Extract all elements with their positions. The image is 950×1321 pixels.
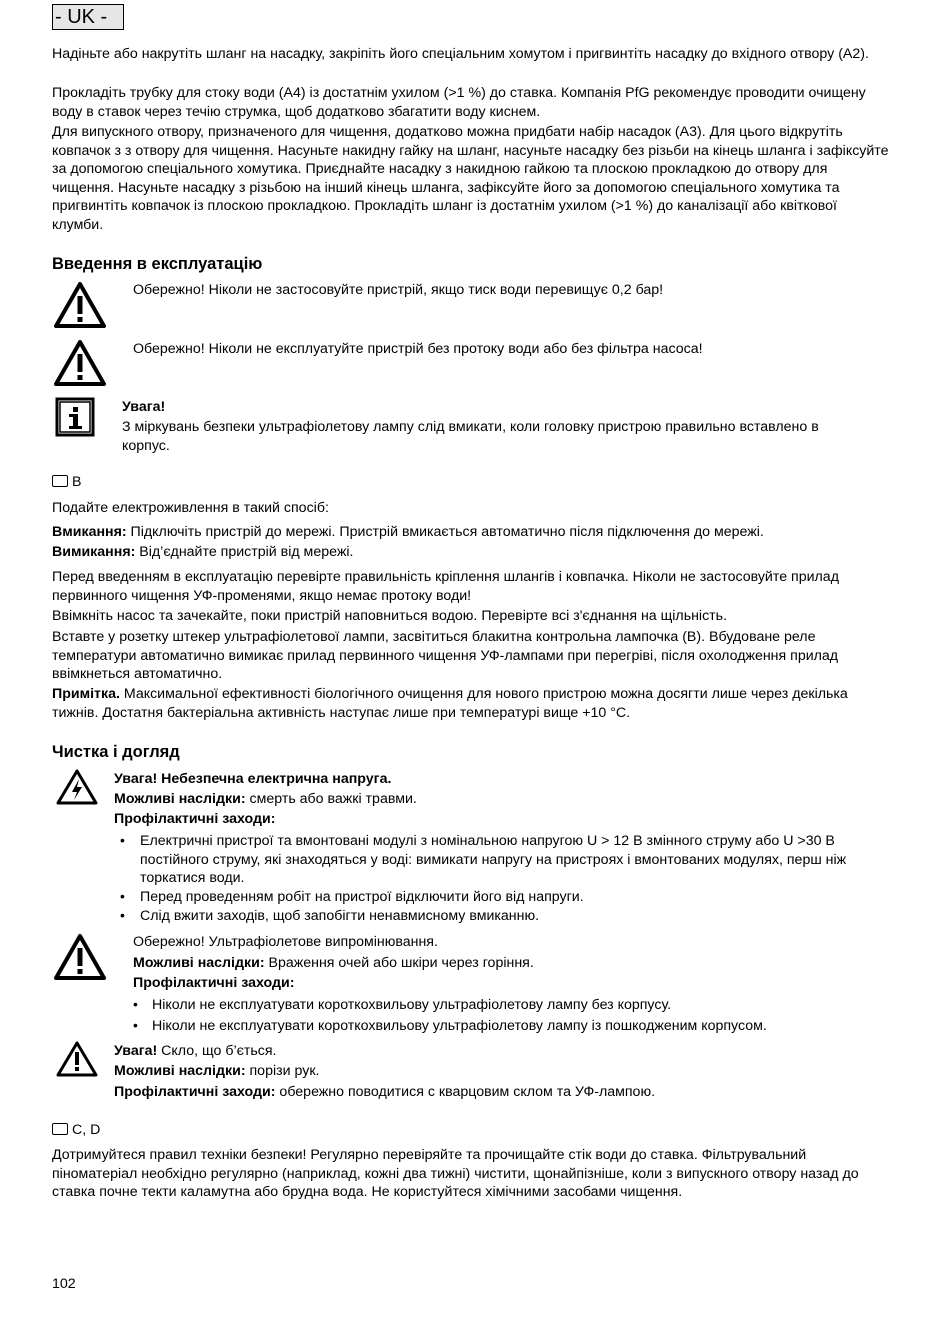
- warning-triangle-icon: [55, 1040, 99, 1078]
- uv-warning-title: Обережно! Ультрафіолетове випромінювання.: [133, 934, 438, 950]
- uv-prevention-label: Профілактичні заходи:: [133, 975, 295, 991]
- paragraph-maintenance: Дотримуйтеся правил техніки безпеки! Регулярно перевіряйте та прочищайте стік води до ставка. Фільтрувальний піноматеріал необхідно регулярно (наприклад, кожні два тижні) чистити, щонайпізніше, коли з випускного отвору назад до ставка почне текти каламутна або брудна вода. Не користуйтеся хімічними засобами чищення.: [52, 1147, 859, 1201]
- bullet-icon: •: [120, 888, 125, 904]
- switch-off-instruction: Вимикання: Від’єднайте пристрій від мережі.: [52, 544, 354, 560]
- bullet-icon: •: [120, 832, 125, 848]
- note-title: Увага!: [122, 399, 166, 415]
- warning-triangle-icon: [53, 933, 107, 981]
- warning-triangle-icon: [53, 281, 107, 329]
- figure-icon: [52, 475, 68, 487]
- electric-hazard-prevention-label: Профілактичні заходи:: [114, 811, 276, 827]
- power-supply-intro: Подайте електроживлення в такий спосіб:: [52, 500, 329, 516]
- glass-warning-consequences: Можливі наслідки: порізи рук.: [114, 1063, 320, 1079]
- section-title-cleaning: Чистка і догляд: [52, 743, 180, 761]
- bullet-icon: •: [133, 996, 138, 1012]
- switch-on-instruction: Вмикання: Підключіть пристрій до мережі. Пристрій вмикається автоматично після підключення до мережі.: [52, 524, 764, 540]
- section-title-commissioning: Введення в експлуатацію: [52, 255, 263, 273]
- intro-paragraph-1: Надіньте або накрутіть шланг на насадку, закріпіть його спеціальним хомутом і пригвинтіть насадку до вхідного отвору (A2).: [52, 46, 869, 62]
- paragraph-start-pump: Ввімкніть насос та зачекайте, поки пристрій наповниться водою. Перевірте всі з'єднання на щільність.: [52, 608, 728, 624]
- note-text: З міркувань безпеки ультрафіолетову лампу слід вмикати, коли головку пристрою правильно вставлено в корпус.: [122, 419, 819, 454]
- paragraph-check-hoses: Перед введенням в експлуатацію перевірте правильність кріплення шлангів і ковпачка. Ніколи не застосовуйте прилад первинного чищення УФ-променями, якщо немає протоку води!: [52, 569, 839, 604]
- intro-paragraph-2: Прокладіть трубку для стоку води (A4) із достатнім ухилом (>1 %) до ставка. Компанія PfG рекомендує проводити очищену воду в ставок через течію струмка, щоб додатково збагатити воду киснем.: [52, 85, 866, 120]
- warning-water-pressure: Обережно! Ніколи не застосовуйте пристрій, якщо тиск води перевищує 0,2 бар!: [133, 282, 664, 298]
- warning-triangle-icon: [53, 339, 107, 387]
- warning-no-water-flow: Обережно! Ніколи не експлуатуйте пристрій без протоку води або без фільтра насоса!: [133, 341, 703, 357]
- info-icon: [55, 397, 95, 437]
- paragraph-plug-uv-lamp: Вставте у розетку штекер ультрафіолетової лампи, засвітиться блакитна контрольна лампочка (B). Вбудоване реле температури автоматично вимикає прилад первинного чищення УФ-лампами при перегріві, після охолодження прилад ввімкнеться автоматично.: [52, 629, 839, 683]
- bullet-icon: •: [120, 907, 125, 923]
- electric-hazard-consequences: Можливі наслідки: смерть або важкі травми.: [114, 791, 417, 807]
- figure-reference-b: B: [52, 474, 81, 490]
- language-tag: - UK -: [52, 4, 124, 30]
- uv-bullet-2: Ніколи не експлуатувати короткохвильову ультрафіолетову лампу із пошкодженим корпусом.: [152, 1018, 767, 1034]
- electric-hazard-icon: [55, 768, 99, 806]
- figure-icon: [52, 1123, 68, 1135]
- intro-paragraph-3: Для випускного отвору, призначеного для чищення, додатково можна придбати набір насадок (A3). Для цього відкрутіть ковпачок з з отвору для чищення. Насуньте накидну гайку на шланг, насуньте насадку без різьби на кінець шланга і зафіксуйте за допомогою спеціального хомутика. Приєднайте насадку з накидною гайкою та плоскою прокладкою до отвору для чищення. Насуньте насадку з різьбою на інший кінець шланга, зафіксуйте його за допомогою спеціального хомутика та пригвинтіть ковпачок із плоскою прокладкою. Прокладіть шланг із достатнім ухилом (>1 %) до каналізації або квіткової клумби.: [52, 124, 889, 233]
- figure-reference-cd: C, D: [52, 1122, 100, 1138]
- electric-bullet-1: Електричні пристрої та вмонтовані модулі з номінальною напругою U > 12 В змінного струму або U >30 В постійного струму, які знаходяться у воді: вимикати напругу на пристроях і вмонтованих модулях, перш ніж торкатися води.: [140, 833, 847, 887]
- paragraph-remark: Примітка. Максимальної ефективності біологічного очищення для нового пристрою можна досягти лише через декілька тижнів. Достатня бактеріальна активність наступає лише при температурі вище +10 °C.: [52, 686, 848, 721]
- page-number: 102: [52, 1276, 76, 1292]
- uv-warning-consequences: Можливі наслідки: Враження очей або шкіри через горіння.: [133, 955, 534, 971]
- glass-warning-title: Увага! Скло, що б’ється.: [114, 1043, 277, 1059]
- electric-bullet-2: Перед проведенням робіт на пристрої відключити його від напруги.: [140, 889, 584, 905]
- electric-hazard-title: Увага! Небезпечна електрична напруга.: [114, 771, 392, 787]
- uv-bullet-1: Ніколи не експлуатувати короткохвильову ультрафіолетову лампу без корпусу.: [152, 997, 672, 1013]
- glass-warning-prevention: Профілактичні заходи: обережно поводитися с кварцовим склом та УФ-лампою.: [114, 1084, 656, 1100]
- bullet-icon: •: [133, 1017, 138, 1033]
- electric-bullet-3: Слід вжити заходів, щоб запобігти ненавмисному вмиканню.: [140, 908, 540, 924]
